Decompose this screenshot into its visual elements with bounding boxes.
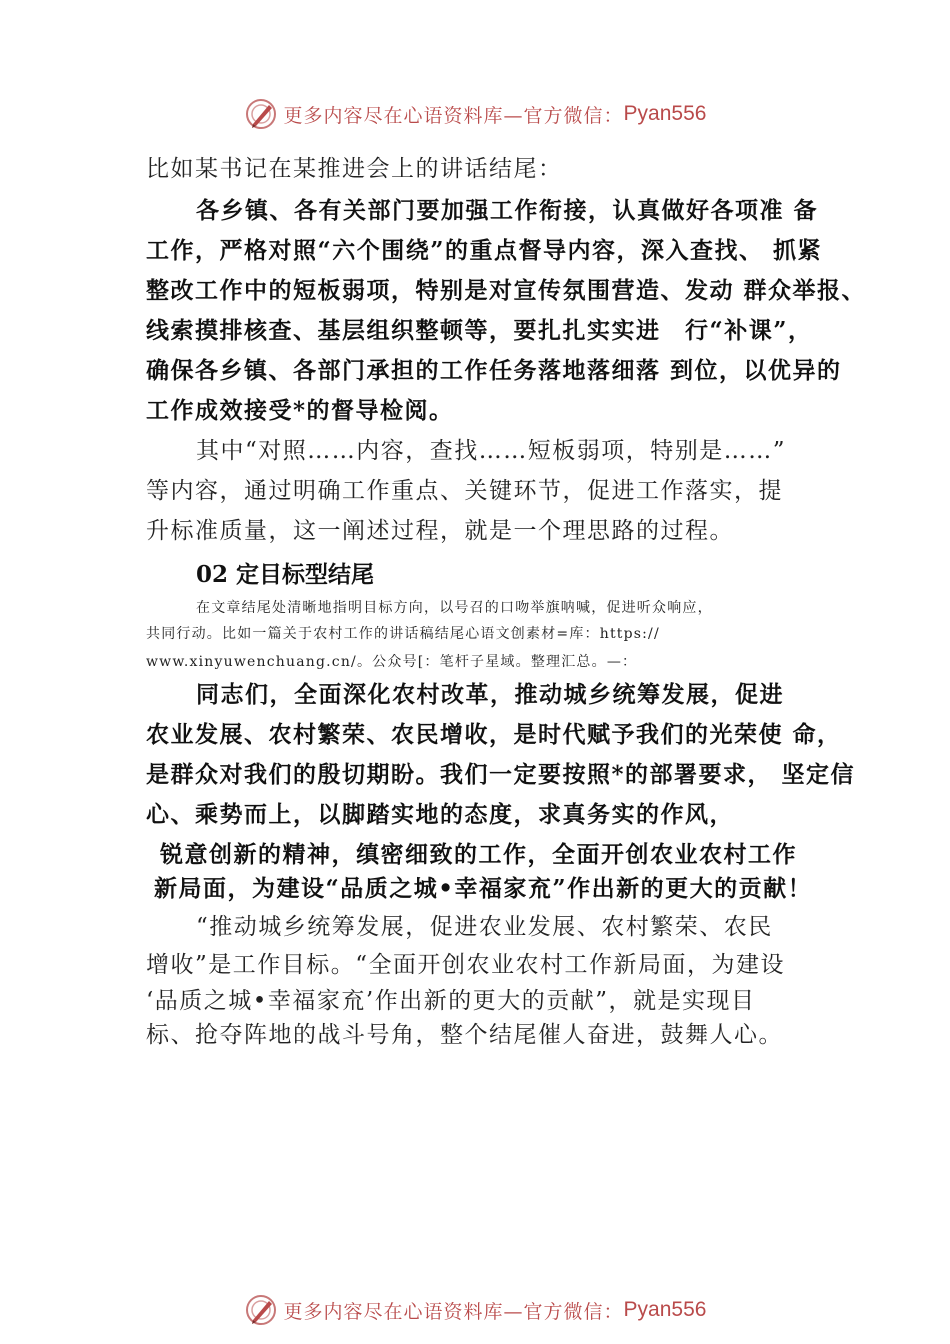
analysis2-line: ‘品质之城•幸福家㐬’作出新的更大的贡献”，就是实现目: [146, 988, 756, 1014]
quote1-line: 确保各乡镇、各部门承担的工作任务落地落细落 到位，以优异的: [146, 357, 842, 384]
analysis1-line: 升标准质量，这一阐述过程，就是一个理思路的过程。: [146, 518, 734, 544]
pen-logo-icon: [244, 1293, 278, 1327]
quote2-line: 心、乘势而上，以脚踏实地的态度，求真务实的作风，: [146, 801, 734, 828]
quote1-line: 线索摸排核查、基层组织整顿等，要扎扎实实进 行“补课”，: [146, 317, 813, 344]
quote2-line: 农业发展、农村繁荣、农民增收，是时代赋予我们的光荣使 命，: [146, 721, 842, 748]
banner-text: 更多内容尽在心语资料库—官方微信：: [283, 1300, 624, 1323]
footer-banner: [0, 1290, 950, 1330]
analysis2-line: 增收”是工作目标。“全面开创农业农村工作新局面，为建设: [146, 952, 786, 978]
header-banner: [0, 94, 950, 134]
banner-text: 更多内容尽在心语资料库—官方微信：: [283, 104, 624, 127]
section-desc-line: www.xinyuwenchuang.cn/。公众号[：笔杆子星域。整理汇总。—：: [146, 654, 638, 670]
pen-logo-icon: [244, 97, 278, 131]
quote1-line: 各乡镇、各有关部门要加强工作衔接，认真做好各项准 备: [196, 197, 819, 224]
quote2-line: 锐意创新的精神，缜密细致的工作，全面开创农业农村工作: [160, 841, 797, 868]
analysis1-line: 等内容，通过明确工作重点、关键环节，促进工作落实，提: [146, 478, 783, 504]
quote2-line: 新局面，为建设“品质之城•幸福家㐬”作出新的更大的贡献！: [154, 875, 813, 902]
section-desc-line: 在文章结尾处清晰地指明目标方向，以号召的口吻举旗呐喊，促进听众响应，: [196, 600, 713, 616]
quote1-line: 工作，严格对照“六个围绕”的重点督导内容，深入查找、 抓紧: [146, 237, 822, 264]
section-heading: 02 定目标型结尾: [196, 561, 375, 588]
intro-text: 比如某书记在某推进会上的讲话结尾：: [146, 156, 563, 182]
quote2-line: 同志们，全面深化农村改革，推动城乡统筹发展，促进: [196, 681, 784, 708]
analysis2-line: 标、抢夺阵地的战斗号角，整个结尾催人奋进，鼓舞人心。: [146, 1022, 783, 1048]
banner-wechat-id: Pyan556: [623, 1298, 707, 1321]
section-desc-line: 共同行动。比如一篇关于农村工作的讲话稿结尾心语文创素材=库：https://: [146, 626, 660, 642]
analysis2-line: “推动城乡统筹发展，促进农业发展、农村繁荣、农民: [196, 914, 773, 940]
quote2-line: 是群众对我们的殷切期盼。我们一定要按照*的部署要求， 坚定信: [146, 761, 856, 788]
analysis1-line: 其中“对照……内容，查找……短板弱项，特别是……”: [196, 438, 787, 464]
quote1-line: 工作成效接受*的督导检阅。: [146, 397, 454, 424]
banner-wechat-id: Pyan556: [623, 102, 707, 125]
quote1-line: 整改工作中的短板弱项，特别是对宣传氛围营造、发动 群众举报、: [146, 277, 867, 304]
